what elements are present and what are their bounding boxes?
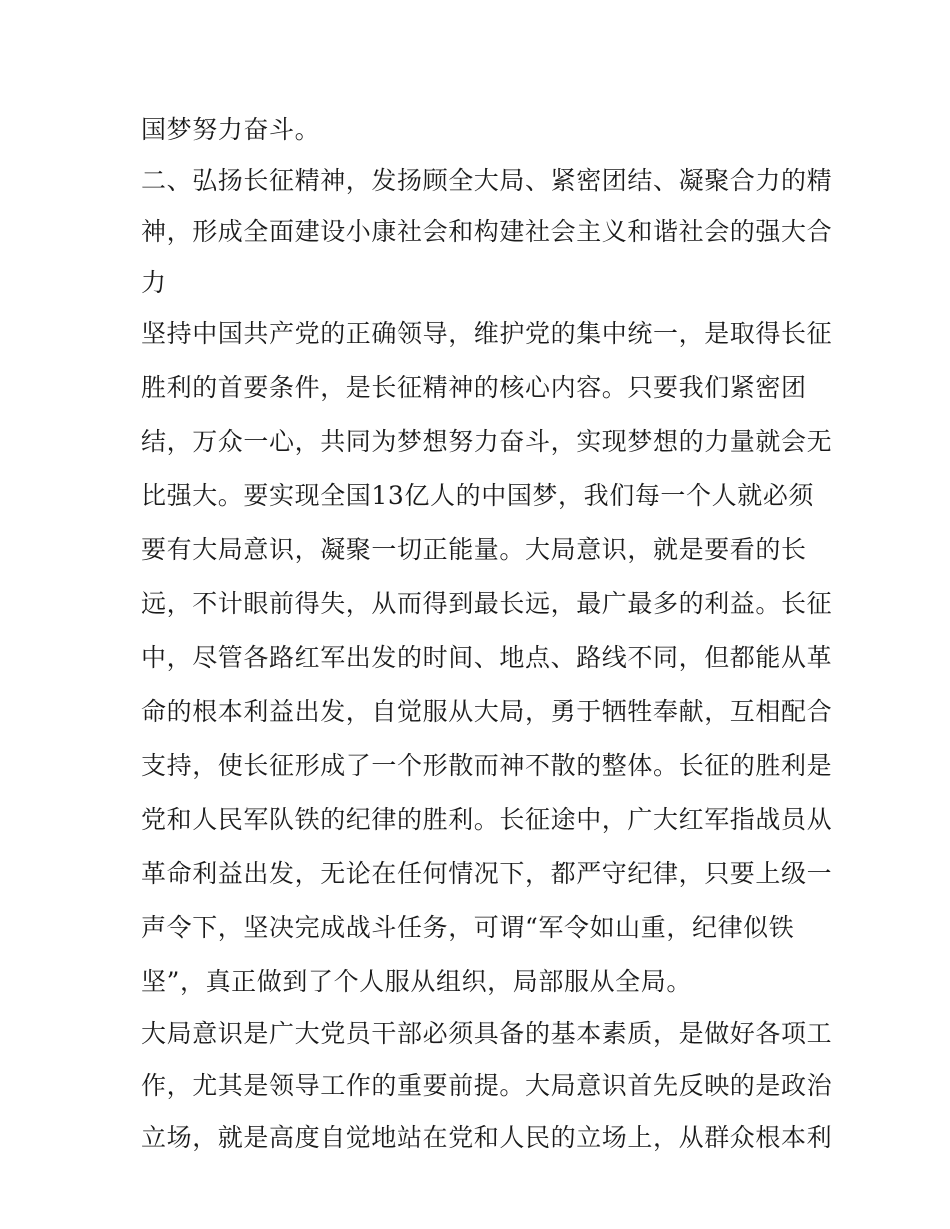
text-line: 大局意识是广大党员干部必须具备的基本素质，是做好各项工: [141, 1019, 833, 1048]
text-line: 声令下，坚决完成战斗任务，可谓“军令如山重，纪律似铁: [141, 913, 795, 942]
text-line: 党和人民军队铁的纪律的胜利。长征途中，广大红军指战员从: [141, 805, 833, 834]
section-heading-line: 神，形成全面建设小康社会和构建社会主义和谐社会的强大合: [141, 217, 833, 246]
section-heading-line: 力: [141, 268, 167, 297]
text-line: 比强大。要实现全国13亿人的中国梦，我们每一个人就必须: [141, 481, 815, 510]
text-line: 中，尽管各路红军出发的时间、地点、路线不同，但都能从革: [141, 643, 833, 672]
text-line: 胜利的首要条件，是长征精神的核心内容。只要我们紧密团: [141, 373, 807, 402]
text-line: 国梦努力奋斗。: [141, 115, 321, 144]
text-line: 远，不计眼前得失，从而得到最长远，最广最多的利益。长征: [141, 589, 833, 618]
text-line: 命的根本利益出发，自觉服从大局，勇于牺牲奉献，互相配合: [141, 697, 833, 726]
text-line: 支持，使长征形成了一个形散而神不散的整体。长征的胜利是: [141, 751, 833, 780]
text-line: 立场，就是高度自觉地站在党和人民的立场上，从群众根本利: [141, 1123, 833, 1152]
section-heading-line: 二、弘扬长征精神，发扬顾全大局、紧密团结、凝聚合力的精: [141, 166, 833, 195]
text-line: 革命利益出发，无论在任何情况下，都严守纪律，只要上级一: [141, 859, 833, 888]
text-line: 结，万众一心，共同为梦想努力奋斗，实现梦想的力量就会无: [141, 427, 833, 456]
text-line: 作，尤其是领导工作的重要前提。大局意识首先反映的是政治: [141, 1071, 833, 1100]
text-line: 要有大局意识，凝聚一切正能量。大局意识，就是要看的长: [141, 535, 807, 564]
text-line: 坚持中国共产党的正确领导，维护党的集中统一，是取得长征: [141, 319, 833, 348]
text-line: 坚”，真正做到了个人服从组织，局部服从全局。: [141, 967, 692, 996]
